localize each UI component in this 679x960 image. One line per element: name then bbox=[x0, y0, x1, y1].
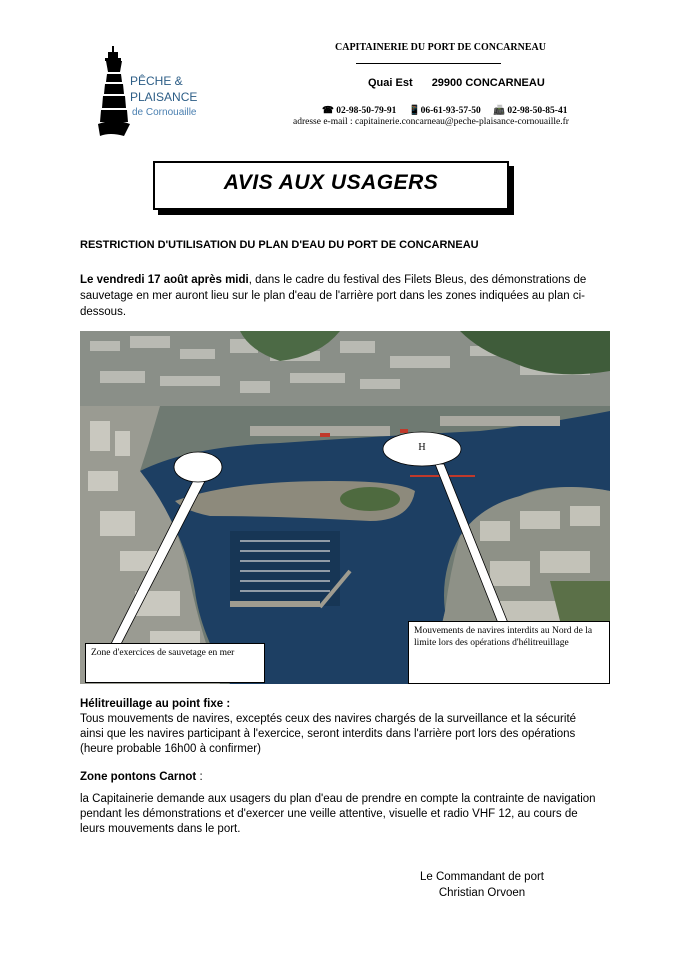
signature-role: Le Commandant de port bbox=[419, 871, 545, 883]
intro-text: , dans le cadre du festival des Filets Bleus, des démonstrations de sauvetage en mer auront lieu sur le plan d'eau de l'arrière port dans les zones indiquées au plan ci-dessous. bbox=[80, 274, 587, 318]
header-divider bbox=[356, 63, 501, 64]
section2-title-suffix: : bbox=[196, 771, 203, 783]
section-helitreuillage bbox=[80, 697, 600, 757]
traffic-ban-callout: Mouvements de navires interdits au Nord de la limite lors des opérations d'hélitreuillage bbox=[408, 621, 610, 684]
phone-fax: 📠 02-98-50-85-41 bbox=[493, 106, 568, 116]
restriction-title: RESTRICTION D'UTILISATION DU PLAN D'EAU DU PORT DE CONCARNEAU bbox=[80, 239, 479, 251]
header-phones bbox=[322, 105, 577, 116]
phone-office: ☎ 02-98-50-79-91 bbox=[322, 106, 397, 116]
section-carnot bbox=[80, 770, 600, 785]
intro-date: Le vendredi 17 août après midi bbox=[80, 274, 249, 286]
section1-title: Hélitreuillage au point fixe : bbox=[80, 698, 231, 710]
header-address bbox=[368, 77, 545, 89]
notice-banner bbox=[153, 161, 509, 210]
signature-name: Christian Orvoen bbox=[438, 887, 526, 899]
section2-title: Zone pontons Carnot bbox=[80, 771, 197, 783]
logo-line2: PLAISANCE bbox=[130, 90, 198, 104]
heliport-marker bbox=[383, 432, 461, 466]
address-city: 29900 CONCARNEAU bbox=[431, 77, 545, 89]
heliport-label: H bbox=[418, 442, 426, 453]
logo-line3: de Cornouaille bbox=[132, 107, 197, 118]
header-email: adresse e-mail : capitainerie.concarneau@peche-plaisance-cornouaille.fr bbox=[293, 117, 569, 127]
address-street: Quai Est bbox=[368, 77, 413, 89]
logo-line1: PÊCHE & bbox=[130, 74, 183, 88]
section1-text: Tous mouvements de navires, exceptés ceux des navires chargés de la surveillance et la sécurité ainsi que les navires participant à l'exercice, seront interdits dans l'arrière port lors des opérations (heure probable 16h00 à confirmer) bbox=[80, 713, 577, 755]
section2-body bbox=[80, 792, 600, 837]
banner-title: AVIS AUX USAGERS bbox=[223, 171, 439, 194]
header-title: CAPITAINERIE DU PORT DE CONCARNEAU bbox=[335, 42, 546, 53]
phone-mobile: 📱06-61-93-57-50 bbox=[408, 106, 481, 116]
rescue-zone-callout: Zone d'exercices de sauvetage en mer bbox=[85, 643, 265, 683]
signature-block bbox=[412, 869, 552, 901]
intro-paragraph bbox=[80, 272, 600, 320]
logo-text bbox=[130, 73, 197, 121]
lighthouse-icon bbox=[96, 46, 132, 138]
section2-text: la Capitainerie demande aux usagers du plan d'eau de prendre en compte la contrainte de navigation pendant les démonstrations et d'exercer une veille attentive, visuelle et radio VHF 12, au cours de leurs mouvements dans le port. bbox=[80, 793, 596, 835]
